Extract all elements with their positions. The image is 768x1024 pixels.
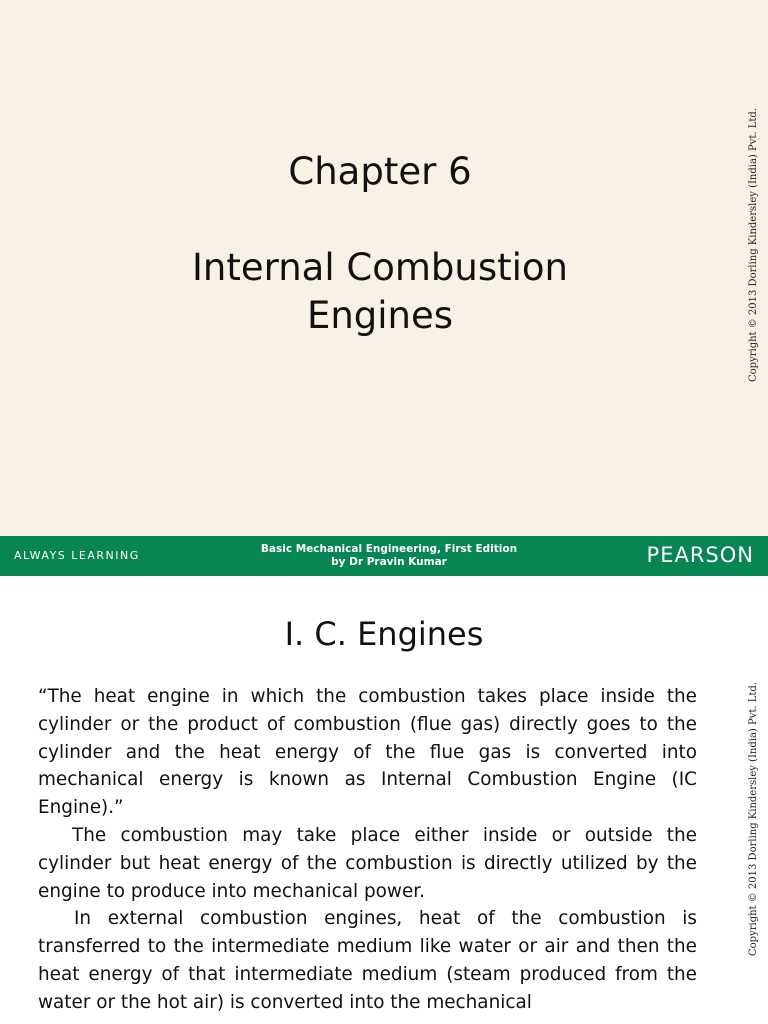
paragraph-definition: “The heat engine in which the combustion takes place inside the cylinder or the product of combustion (flue gas) directly goes to the cylinder and the heat energy of the flue gas is converted into mechanical energy is known as Internal Combustion Engine (IC Engine).” [38,686,697,819]
paragraph-external: In external combustion engines, heat of the combustion is transferred to the intermediate medium like water or air and then the heat energy of that intermediate medium (steam produced from the water or the hot air) is converted into the mechanical [38,908,697,1013]
publisher-logo: PEARSON [646,543,754,567]
tagline: ALWAYS LEARNING [14,549,140,562]
book-title: Basic Mechanical Engineering, First Edition [260,543,518,555]
chapter-subject: Internal Combustion Engines [192,246,568,337]
book-author: by Dr Pravin Kumar [331,556,447,568]
paragraph-combustion: The combustion may take place either inside or outside the cylinder but heat energy of the combustion is directly utilized by the engine to produce into mechanical power. [38,824,697,902]
footer-bar [0,536,768,576]
chapter-heading: Chapter 6 [288,150,472,193]
book-info [234,543,544,569]
copyright-notice: Copyright © 2013 Dorling Kindersley (India) Pvt. Ltd. [748,682,759,956]
copyright-notice: Copyright © 2013 Dorling Kindersley (India) Pvt. Ltd. [748,108,759,382]
slide-title: I. C. Engines [284,615,484,653]
body-text [38,683,697,1017]
slide-ic-engines [0,576,768,1024]
